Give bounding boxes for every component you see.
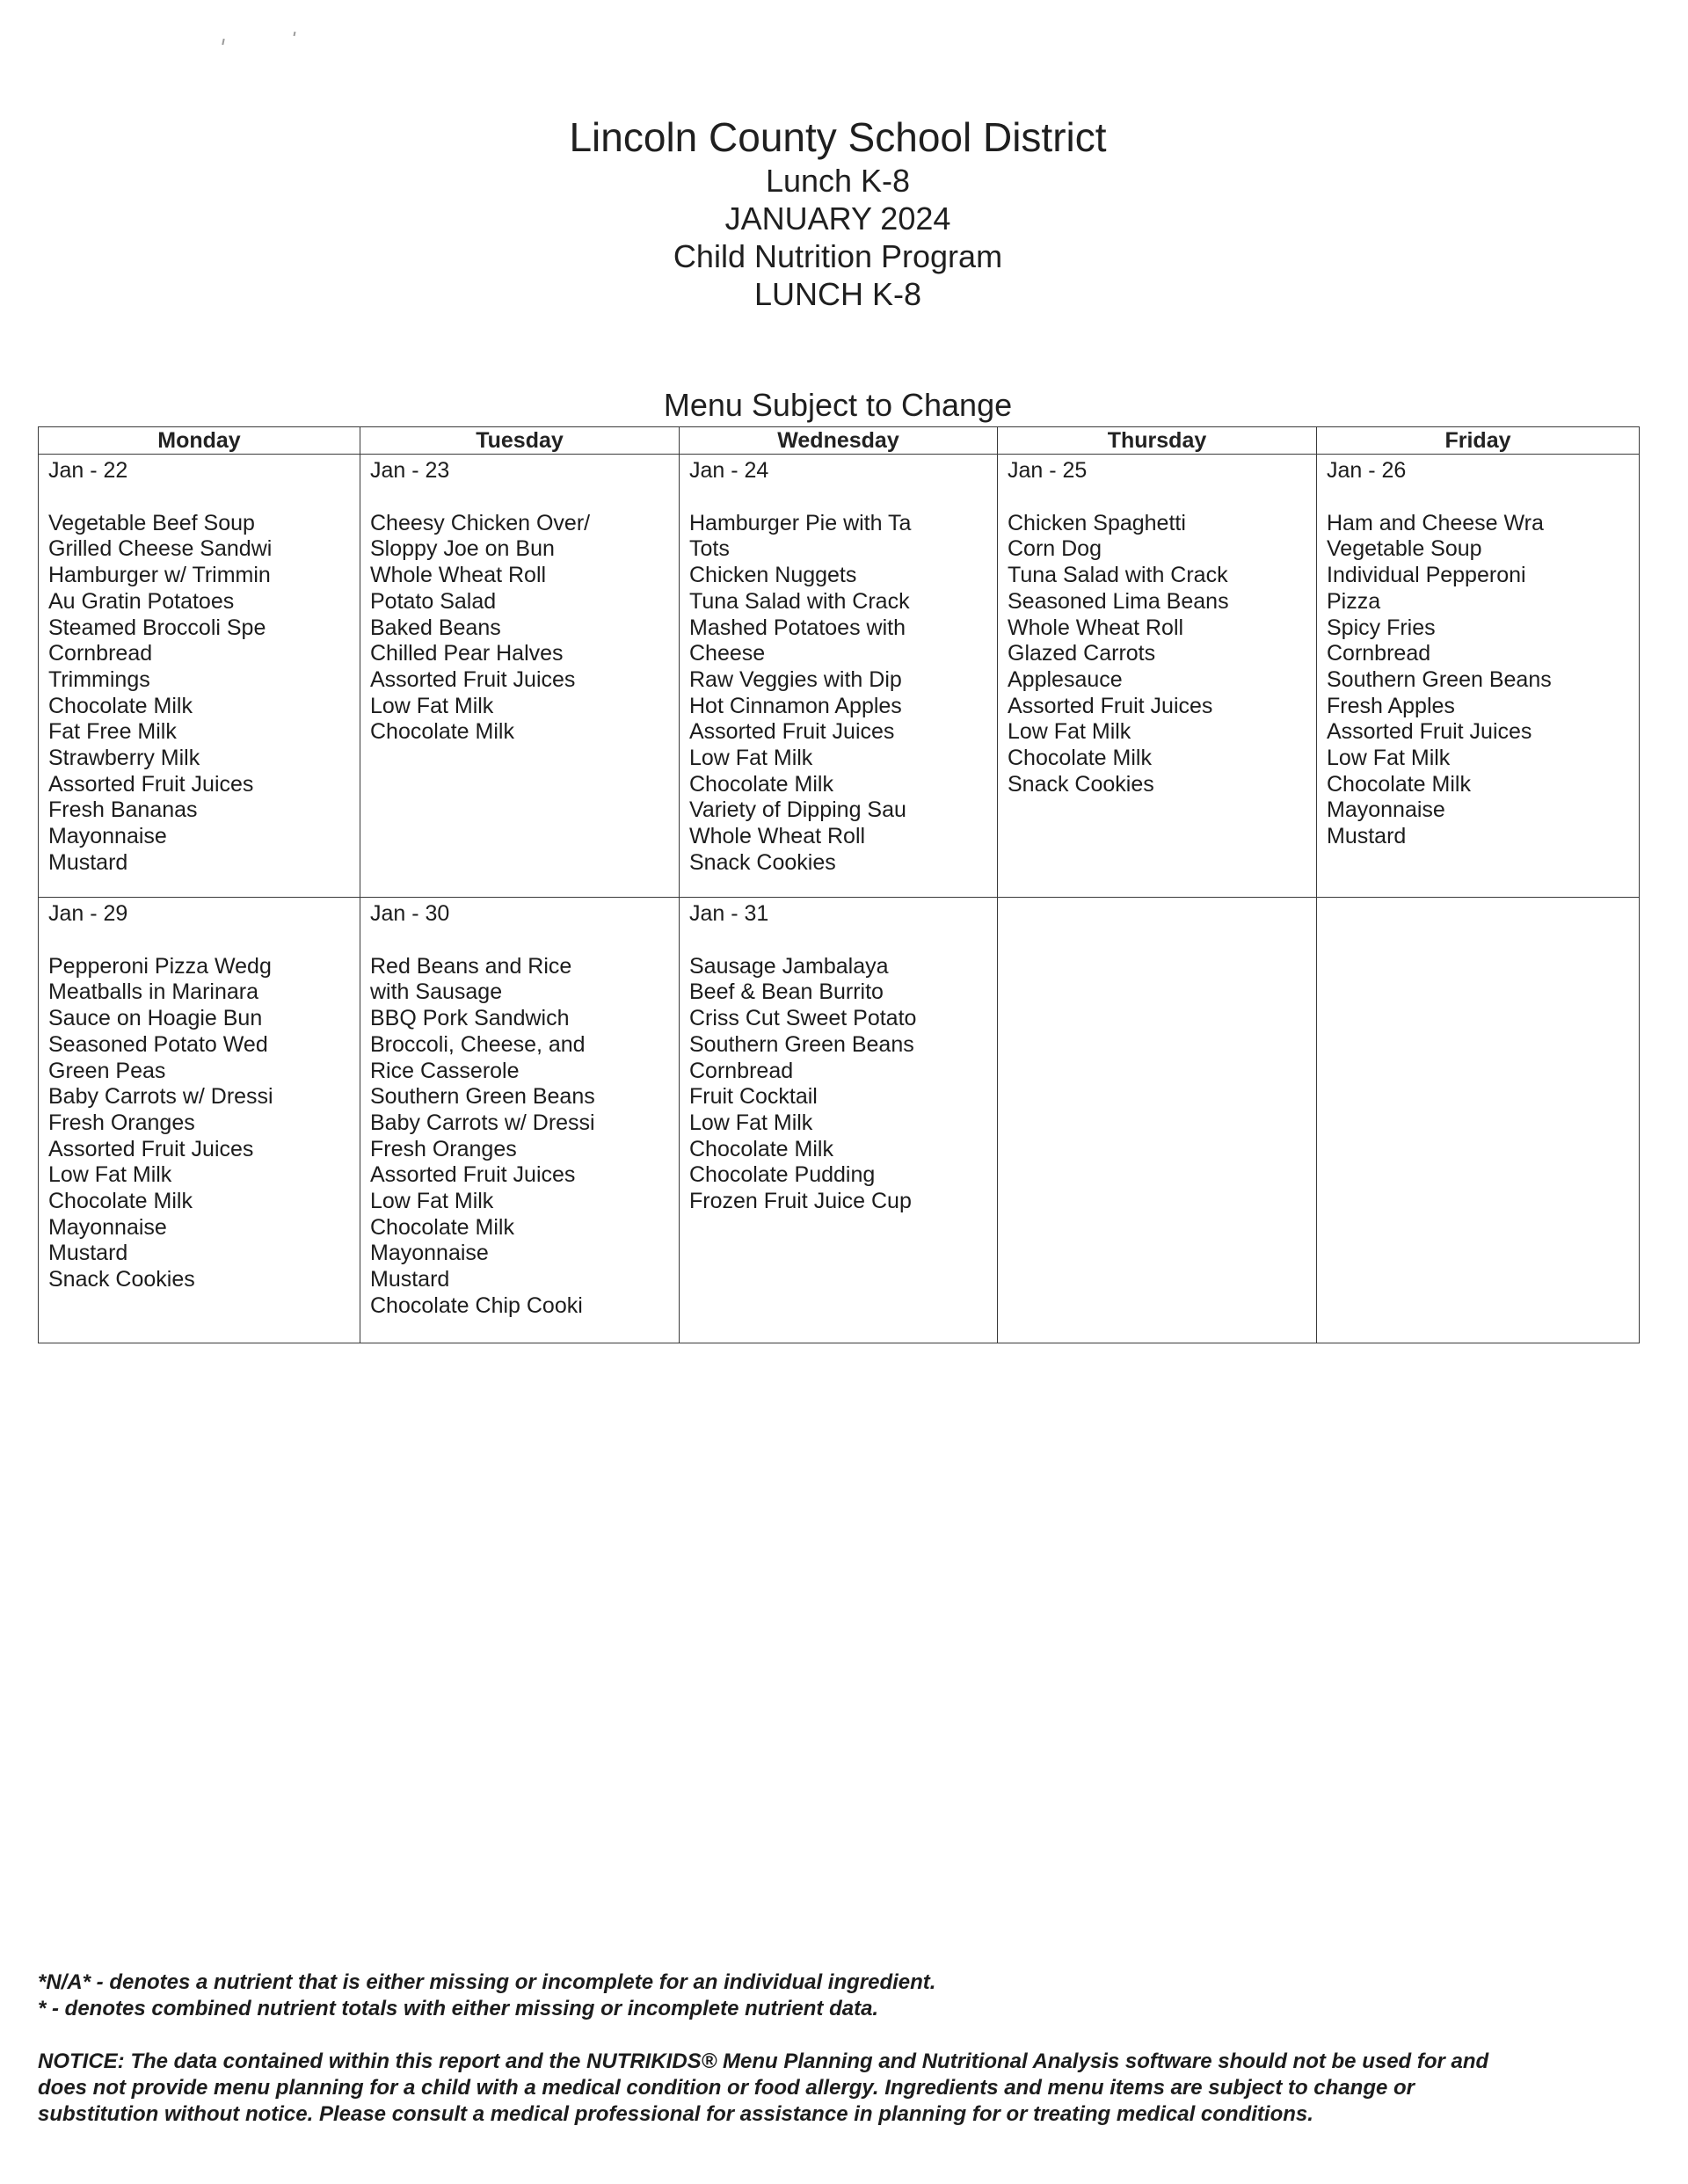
- menu-item: Chocolate Milk: [689, 771, 833, 797]
- menu-item: Chilled Pear Halves: [370, 641, 564, 666]
- menu-item: Baked Beans: [370, 615, 501, 640]
- day-date: Jan - 29: [48, 901, 128, 926]
- menu-item: Red Beans and Rice: [370, 953, 572, 979]
- menu-item: Fruit Cocktail: [689, 1084, 818, 1110]
- scan-speck: [294, 32, 296, 36]
- menu-item: Raw Veggies with Dip: [689, 666, 902, 692]
- menu-item: Fresh Oranges: [370, 1136, 517, 1161]
- menu-item: Baby Carrots w/ Dressi: [370, 1110, 595, 1135]
- document-header: [0, 113, 1676, 313]
- menu-item: Mustard: [370, 1267, 450, 1292]
- menu-item: Chocolate Milk: [689, 1136, 833, 1161]
- menu-item: Mustard: [48, 849, 128, 875]
- menu-item: Steamed Broccoli Spe: [48, 615, 266, 640]
- menu-item: Chocolate Milk: [1008, 746, 1152, 771]
- menu-item: Low Fat Milk: [689, 746, 813, 771]
- day-cell-friday: [1317, 455, 1640, 898]
- day-cell-monday: [39, 898, 360, 1343]
- menu-item: Sloppy Joe on Bun: [370, 536, 555, 562]
- menu-item: Chocolate Milk: [1327, 771, 1471, 797]
- menu-item: Southern Green Beans: [370, 1084, 595, 1110]
- menu-item: Seasoned Lima Beans: [1008, 588, 1229, 614]
- menu-item: Chocolate Milk: [370, 1214, 514, 1240]
- menu-item: Whole Wheat Roll: [1008, 615, 1184, 640]
- day-cell-wednesday: [680, 455, 998, 898]
- menu-item: Assorted Fruit Juices: [48, 1136, 254, 1161]
- menu-item: Hot Cinnamon Apples: [689, 693, 902, 718]
- menu-item: Snack Cookies: [48, 1267, 195, 1292]
- menu-item: Green Peas: [48, 1058, 166, 1083]
- menu-item: Broccoli, Cheese, and: [370, 1031, 586, 1057]
- menu-item: Tuna Salad with Crack: [689, 588, 910, 614]
- legend-na-note: *N/A* - denotes a nutrient that is either missing or incomplete for an individual ingredient.: [38, 1970, 936, 1994]
- menu-item: Tots: [689, 536, 730, 562]
- menu-item: Criss Cut Sweet Potato: [689, 1006, 917, 1031]
- menu-item: Assorted Fruit Juices: [1008, 693, 1213, 718]
- footer-notes: [38, 1969, 1647, 2128]
- day-date: Jan - 30: [370, 901, 450, 926]
- menu-item: Low Fat Milk: [689, 1110, 813, 1135]
- menu-item: Assorted Fruit Juices: [370, 666, 576, 692]
- menu-item: Rice Casserole: [370, 1058, 520, 1083]
- menu-item: Mustard: [48, 1241, 128, 1266]
- menu-item: Snack Cookies: [689, 849, 836, 875]
- district-title: Lincoln County School District: [569, 114, 1107, 160]
- menu-subject-note: Menu Subject to Change: [663, 387, 1013, 423]
- menu-item: Low Fat Milk: [370, 1189, 494, 1214]
- menu-item: Fresh Apples: [1327, 693, 1455, 718]
- menu-item: Mustard: [1327, 824, 1407, 849]
- menu-item: Applesauce: [1008, 666, 1123, 692]
- menu-item: Chocolate Pudding: [689, 1162, 876, 1188]
- menu-item: Assorted Fruit Juices: [689, 719, 895, 745]
- menu-item: Low Fat Milk: [48, 1162, 172, 1188]
- day-date: Jan - 22: [48, 458, 128, 483]
- menu-item: Chocolate Milk: [48, 1189, 193, 1214]
- menu-item: Cheesy Chicken Over/: [370, 510, 591, 535]
- menu-item: Mayonnaise: [48, 1214, 167, 1240]
- menu-item: Trimmings: [48, 666, 150, 692]
- day-date: Jan - 23: [370, 458, 450, 483]
- menu-item: Fresh Bananas: [48, 797, 198, 823]
- menu-item: Assorted Fruit Juices: [1327, 719, 1532, 745]
- day-cell-friday: [1317, 898, 1640, 1343]
- day-cell-wednesday: [680, 898, 998, 1343]
- menu-item: Frozen Fruit Juice Cup: [689, 1189, 912, 1214]
- menu-item: Strawberry Milk: [48, 746, 200, 771]
- menu-item: Potato Salad: [370, 588, 497, 614]
- legend-asterisk-note: * - denotes combined nutrient totals with either missing or incomplete nutrient data.: [38, 1997, 879, 2020]
- menu-item: Fat Free Milk: [48, 719, 177, 745]
- menu-item: Grilled Cheese Sandwi: [48, 536, 273, 562]
- menu-item: Mashed Potatoes with: [689, 615, 906, 640]
- weekday-header-row: [39, 427, 1640, 455]
- day-cell-tuesday: [360, 455, 680, 898]
- day-cell-thursday: [998, 455, 1317, 898]
- menu-item: Chocolate Milk: [370, 719, 514, 745]
- menu-item: Baby Carrots w/ Dressi: [48, 1084, 273, 1110]
- day-date: Jan - 24: [689, 458, 769, 483]
- menu-item: Vegetable Beef Soup: [48, 510, 255, 535]
- menu-item: Southern Green Beans: [689, 1031, 914, 1057]
- day-cell-thursday: [998, 898, 1317, 1343]
- menu-item: Chicken Nuggets: [689, 563, 857, 588]
- menu-item: Hamburger w/ Trimmin: [48, 563, 271, 588]
- menu-calendar-table: [38, 426, 1640, 1343]
- column-header-wednesday: Wednesday: [680, 427, 998, 455]
- menu-item: Whole Wheat Roll: [370, 563, 547, 588]
- menu-item: Mayonnaise: [370, 1241, 489, 1266]
- menu-item: Au Gratin Potatoes: [48, 588, 235, 614]
- header-line-nutrition: Child Nutrition Program: [673, 238, 1003, 274]
- menu-item: Mayonnaise: [48, 824, 167, 849]
- day-cell-monday: [39, 455, 360, 898]
- menu-item: Assorted Fruit Juices: [48, 771, 254, 797]
- menu-item: Assorted Fruit Juices: [370, 1162, 576, 1188]
- menu-item: Sauce on Hoagie Bun: [48, 1006, 263, 1031]
- menu-item: Hamburger Pie with Ta: [689, 510, 912, 535]
- scan-speck: [222, 39, 224, 45]
- header-line-month: JANUARY 2024: [724, 200, 951, 237]
- menu-item: BBQ Pork Sandwich: [370, 1006, 570, 1031]
- menu-item: Ham and Cheese Wra: [1327, 510, 1544, 535]
- day-cell-tuesday: [360, 898, 680, 1343]
- menu-item: Cornbread: [48, 641, 153, 666]
- menu-item: Spicy Fries: [1327, 615, 1436, 640]
- notice-line: does not provide menu planning for a child with a medical condition or food allergy. Ingredients and menu items are subject to change or: [38, 2076, 1415, 2100]
- column-header-thursday: Thursday: [998, 427, 1317, 455]
- menu-item: Pepperoni Pizza Wedg: [48, 953, 272, 979]
- menu-item: Mayonnaise: [1327, 797, 1445, 823]
- menu-item: Chicken Spaghetti: [1008, 510, 1186, 535]
- column-header-tuesday: Tuesday: [360, 427, 680, 455]
- notice-line: NOTICE: The data contained within this report and the NUTRIKIDS® Menu Planning and Nutritional Analysis software should not be used for and: [38, 2049, 1489, 2073]
- menu-item: Fresh Oranges: [48, 1110, 195, 1135]
- menu-item: Corn Dog: [1008, 536, 1102, 562]
- column-header-monday: Monday: [39, 427, 360, 455]
- menu-item: Seasoned Potato Wed: [48, 1031, 268, 1057]
- menu-item: Whole Wheat Roll: [689, 824, 866, 849]
- menu-item: Vegetable Soup: [1327, 536, 1482, 562]
- header-line-program: Lunch K-8: [765, 163, 911, 199]
- day-date: Jan - 26: [1327, 458, 1407, 483]
- menu-item: Pizza: [1327, 588, 1381, 614]
- week-row: [39, 455, 1640, 898]
- menu-item: Sausage Jambalaya: [689, 953, 889, 979]
- menu-item: Cheese: [689, 641, 766, 666]
- day-date: Jan - 31: [689, 901, 769, 926]
- menu-item: Chocolate Chip Cooki: [370, 1292, 583, 1318]
- menu-item: Snack Cookies: [1008, 771, 1154, 797]
- week-row: [39, 898, 1640, 1343]
- menu-item: Individual Pepperoni: [1327, 563, 1526, 588]
- menu-item: Low Fat Milk: [370, 693, 494, 718]
- menu-item: Chocolate Milk: [48, 693, 193, 718]
- menu-item: Meatballs in Marinara: [48, 979, 258, 1005]
- menu-item: Cornbread: [1327, 641, 1431, 666]
- menu-item: Low Fat Milk: [1327, 746, 1451, 771]
- menu-item: Glazed Carrots: [1008, 641, 1156, 666]
- day-date: Jan - 25: [1008, 458, 1088, 483]
- menu-item: Tuna Salad with Crack: [1008, 563, 1228, 588]
- menu-item: Beef & Bean Burrito: [689, 979, 884, 1005]
- column-header-friday: Friday: [1317, 427, 1640, 455]
- header-line-lunch: LUNCH K-8: [753, 276, 922, 312]
- menu-item: Southern Green Beans: [1327, 666, 1552, 692]
- notice-line: substitution without notice. Please consult a medical professional for assistance in planning for or treating medical conditions.: [38, 2102, 1313, 2126]
- menu-item: Low Fat Milk: [1008, 719, 1131, 745]
- menu-item: Cornbread: [689, 1058, 794, 1083]
- menu-item: Variety of Dipping Sau: [689, 797, 906, 823]
- menu-item: with Sausage: [370, 979, 503, 1005]
